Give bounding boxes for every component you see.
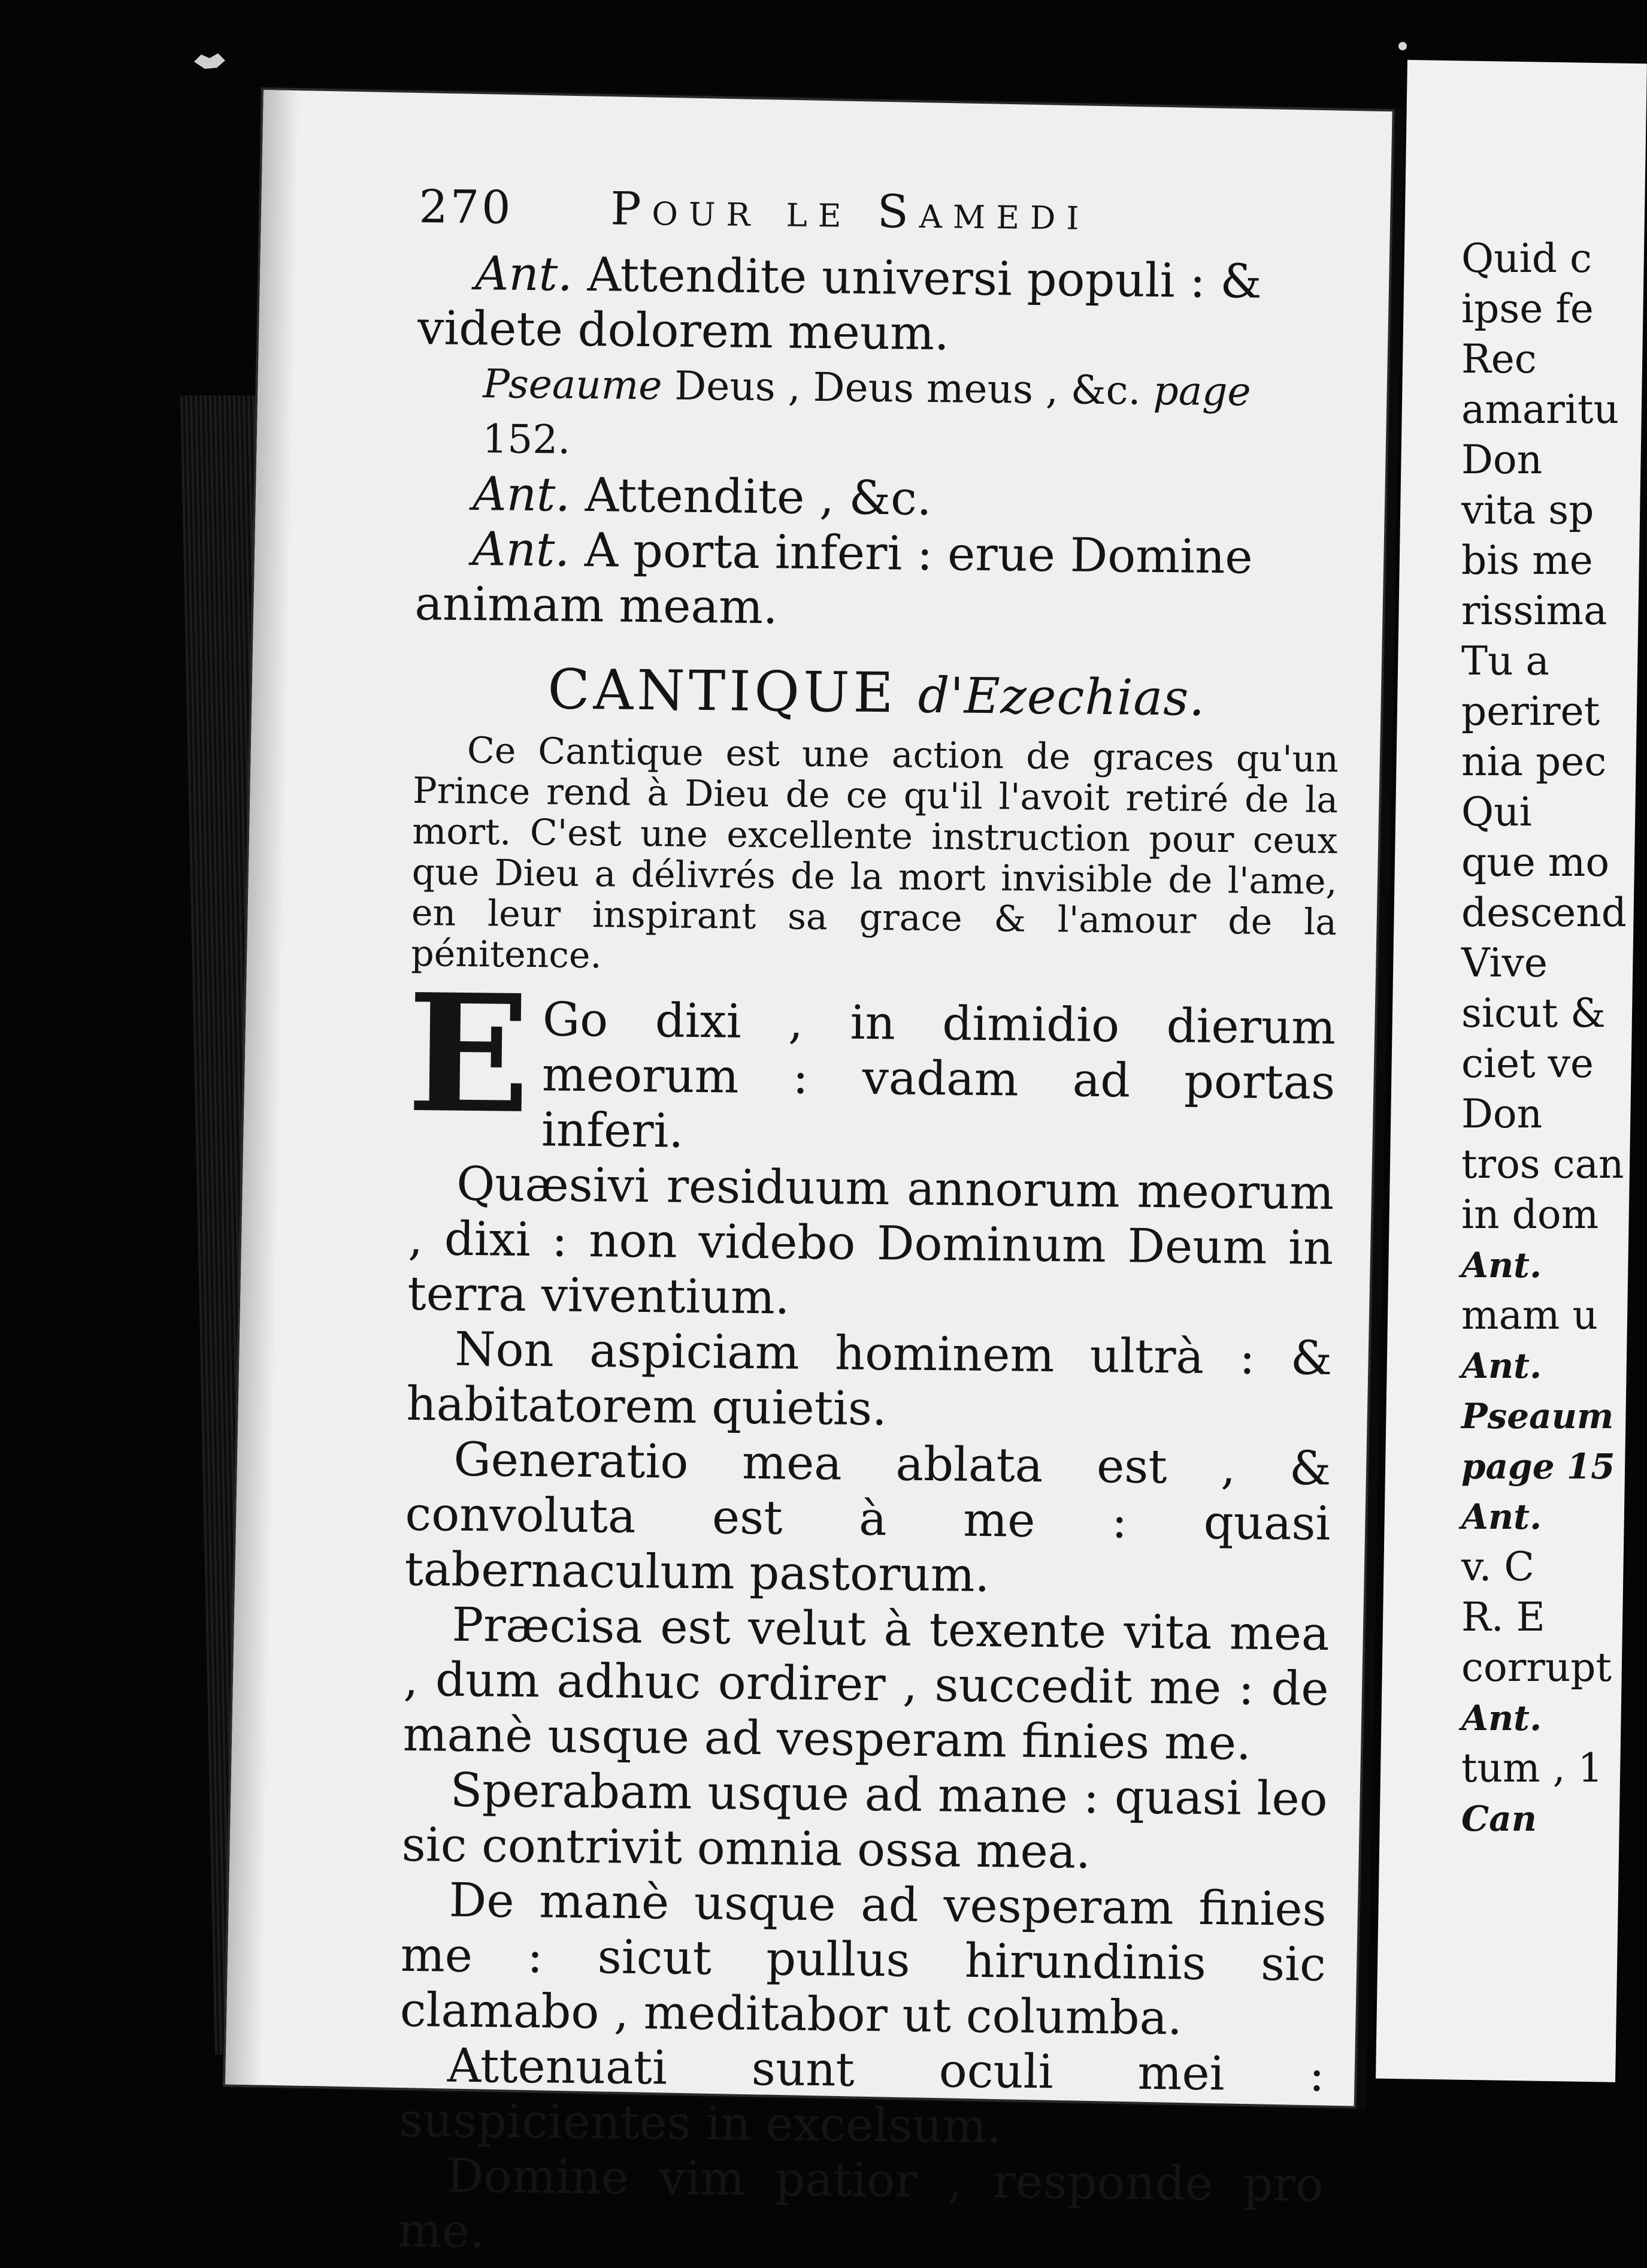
facing-line: Ant. xyxy=(1461,1345,1542,1386)
antiphon-label: Ant. xyxy=(471,522,570,577)
facing-line: Don xyxy=(1461,1091,1543,1137)
facing-line: amaritu xyxy=(1461,386,1619,433)
facing-line: descend xyxy=(1461,890,1627,936)
canticle-introduction: Ce Cantique est une action de graces qu'un Prince rend à Dieu de ce qu'il l'avoit retiré de la mort. C'est une excellente instruction pour ceux que Dieu a délivrés de la mort invisible de l'ame, en leur inspirant sa grace & l'amour de la pénitence. xyxy=(410,729,1339,977)
page-number: 270 xyxy=(418,179,513,234)
canticle-verse: Attenuati sunt oculi mei : suspicientes in excelsum. xyxy=(398,2039,1325,2154)
facing-line: Ant. xyxy=(1461,1698,1542,1738)
canticle-verse: De manè usque ad vesperam finies me : sicut pullus hirundinis sic clamabo , meditabor ut columba. xyxy=(399,1873,1327,2046)
facing-line: sicut & xyxy=(1461,990,1606,1036)
antiphon-line xyxy=(414,521,1341,641)
antiphon-line xyxy=(417,246,1344,365)
facing-line: tros can xyxy=(1461,1141,1624,1187)
facing-line: Tu a xyxy=(1461,638,1549,684)
scan-scuff-mark xyxy=(192,51,228,71)
facing-line: ciet ve xyxy=(1461,1041,1594,1087)
drop-capital: E xyxy=(405,957,532,1150)
facing-line: Can xyxy=(1461,1798,1537,1839)
canticle-title-suffix: d'Ezechias. xyxy=(918,667,1206,727)
antiphon-label: Ant. xyxy=(472,467,571,522)
canticle-verse: Non aspiciam hominem ultrà : & habitatorem quietis. xyxy=(406,1322,1333,1437)
facing-line: que mo xyxy=(1461,839,1610,885)
psalm-text: Deus , Deus meus , &c. xyxy=(674,362,1142,414)
canticle-verse: Quæsivi residuum annorum meorum , dixi : non videbo Dominum Deum in terra viventium. xyxy=(407,1157,1334,1325)
facing-line: bis me xyxy=(1461,537,1593,583)
antiphon-line xyxy=(416,466,1342,531)
facing-line: Don xyxy=(1461,437,1543,483)
canticle-verse: Generatio mea ablata est , & convoluta est à me : quasi tabernaculum pastorum. xyxy=(404,1432,1331,1603)
page-text-block xyxy=(398,174,1345,2268)
facing-line: periret xyxy=(1461,688,1600,734)
canticle-title xyxy=(413,655,1339,733)
facing-line: Quid c xyxy=(1461,235,1592,282)
facing-line: Ant. xyxy=(1461,1496,1542,1537)
canticle-verse xyxy=(405,957,1336,1166)
verse-text: Go dixi , in dimidio dierum meorum : vadam ad portas inferi. xyxy=(541,993,1336,1159)
canticle-verse: Sperabam usque ad mane : quasi leo sic contrivit omnia ossa mea. xyxy=(401,1763,1328,1879)
facing-line: Pseaum xyxy=(1461,1396,1614,1437)
facing-line: rissima xyxy=(1461,588,1607,634)
psalm-page-number: 152. xyxy=(482,416,571,463)
facing-line: corrupt xyxy=(1461,1644,1612,1691)
facing-line: in dom xyxy=(1461,1192,1599,1238)
scan-speck xyxy=(1398,42,1407,50)
facing-line: tum , 1 xyxy=(1461,1745,1603,1791)
facing-line: Ant. xyxy=(1461,1245,1542,1286)
canticle-title-main: CANTIQUE xyxy=(547,657,898,725)
antiphon-text: Attendite universi populi : & videte dolorem meum. xyxy=(417,247,1263,361)
facing-line: page 15 xyxy=(1461,1446,1615,1487)
facing-line: R. E xyxy=(1461,1594,1545,1640)
facing-line: Qui xyxy=(1461,789,1532,835)
psalm-reference xyxy=(416,356,1343,476)
facing-line: v. C xyxy=(1461,1544,1534,1590)
page-header xyxy=(419,174,1345,255)
canticle-verse: Præcisa est velut à texente vita mea , dum adhuc ordirer , succedit me : de manè usque ad vesperam finies me. xyxy=(402,1598,1330,1771)
facing-page-text xyxy=(1461,234,1627,1844)
antiphon-text: Attendite , &c. xyxy=(585,468,933,526)
psalm-label: Pseaume xyxy=(482,361,662,409)
running-title: Pour le Samedi xyxy=(610,182,1090,240)
antiphon-text: A porta inferi : erue Domine animam meam. xyxy=(414,523,1254,635)
canticle-verse: Domine vim patior , responde pro me. xyxy=(397,2149,1324,2259)
facing-line: Rec xyxy=(1461,336,1537,382)
facing-line: ipse fe xyxy=(1461,286,1594,332)
facing-line: nia pec xyxy=(1461,739,1607,785)
facing-line: vita sp xyxy=(1461,487,1594,533)
facing-line: Vive xyxy=(1461,940,1548,986)
psalm-page-label: page xyxy=(1153,367,1251,415)
facing-line: mam u xyxy=(1461,1292,1598,1338)
antiphon-label: Ant. xyxy=(474,246,573,302)
